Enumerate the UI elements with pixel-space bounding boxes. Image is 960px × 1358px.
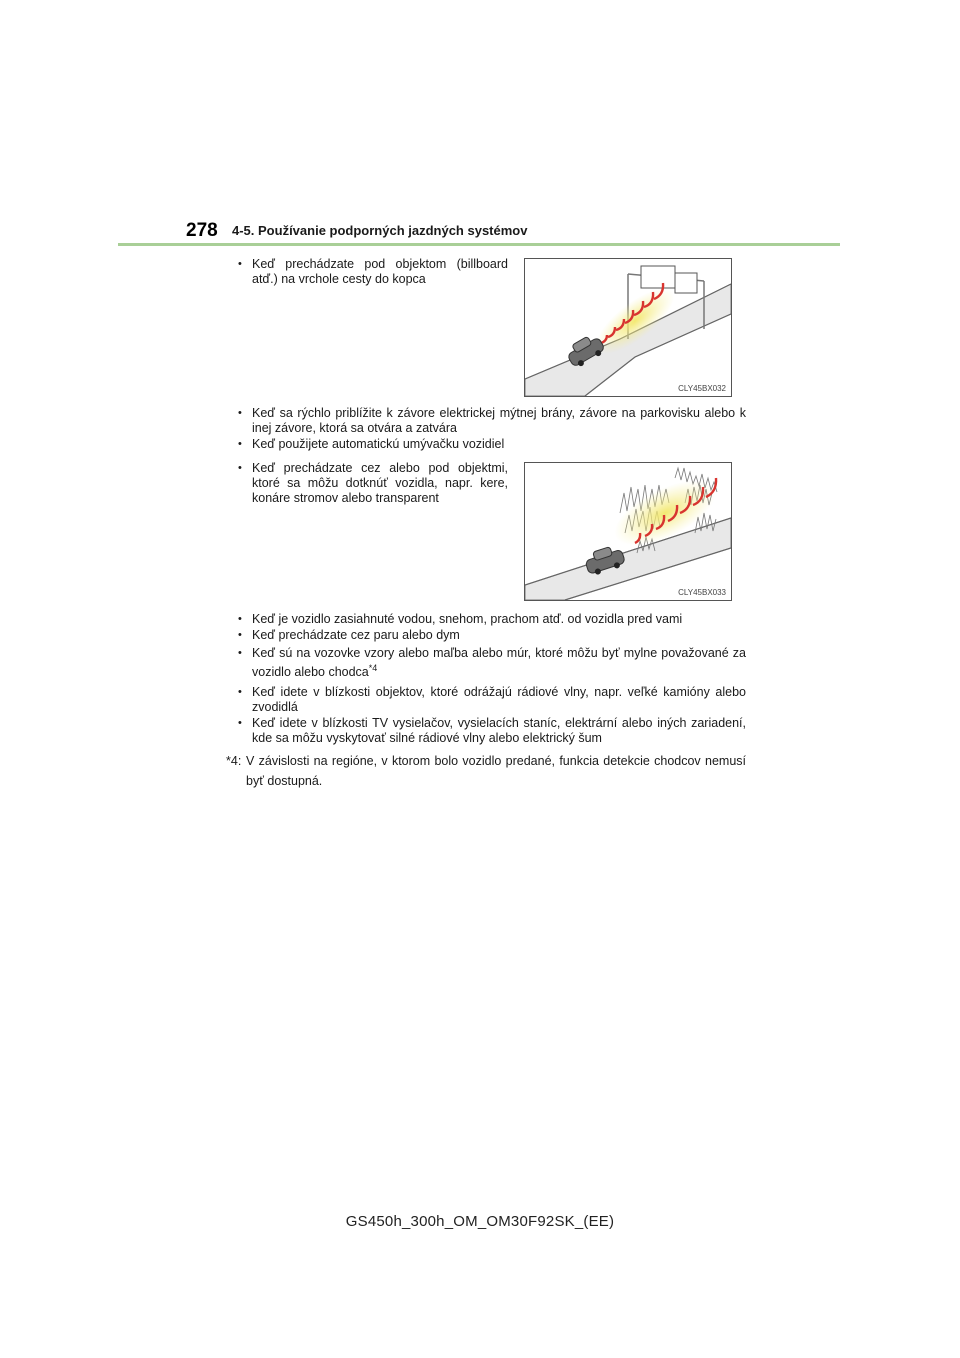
bullet-radio-interference (238, 716, 746, 746)
bullet-water-snow-text: Keď je vozidlo zasiahnuté vodou, snehom, prachom atď. od vozidla pred vami (252, 612, 683, 626)
bullet-bushes-text: Keď prechádzate cez alebo pod objektmi, ktoré sa môžu dotknúť vozidla, napr. kere, konáre stromov alebo transparent (252, 461, 508, 505)
footnote-mark: *4: (226, 754, 242, 768)
bullet-water-snow (238, 612, 746, 627)
bullet-road-patterns (238, 644, 746, 682)
bullet-radio-interference-text: Keď idete v blízkosti TV vysielačov, vysielacích staníc, elektrární alebo iných zariadení, kde sa môžu vyskytovať silné rádiové vlny alebo elektrický šum (252, 716, 746, 745)
bullet-steam-smoke (238, 628, 746, 643)
header-rule (118, 243, 840, 246)
footnote (226, 751, 746, 791)
footnote-ref-4: *4 (368, 662, 378, 673)
figure-bushes-code: CLY45BX033 (678, 588, 726, 597)
billboard-illustration (525, 259, 731, 396)
bullet-steam-smoke-text: Keď prechádzate cez paru alebo dym (252, 628, 460, 642)
bullet-barrier-text: Keď sa rýchlo priblížite k závore elektrickej mýtnej brány, závore na parkovisku alebo k inej závore, ktorá sa otvára a zatvára (252, 406, 746, 435)
section-title: 4-5. Používanie podporných jazdných systémov (232, 223, 528, 238)
bullet-car-wash-text: Keď použijete automatickú umývačku vozidiel (252, 437, 505, 451)
bullet-road-patterns-text: Keď sú na vozovke vzory alebo maľba alebo múr, ktoré môžu byť mylne považované za vozidlo alebo chodca (252, 646, 746, 679)
footnote-text: V závislosti na regióne, v ktorom bolo vozidlo predané, funkcia detekcie chodcov nemusí byť dostupná. (246, 754, 746, 788)
bullet-car-wash (238, 437, 746, 452)
figure-billboard-code: CLY45BX032 (678, 384, 726, 393)
bullet-billboard-text: Keď prechádzate pod objektom (billboard atď.) na vrchole cesty do kopca (252, 257, 508, 286)
bullet-bushes (238, 461, 508, 506)
figure-bushes (524, 462, 732, 601)
figure-billboard (524, 258, 732, 397)
page-number: 278 (186, 220, 218, 241)
bushes-illustration (525, 463, 731, 600)
bullet-reflective-objects (238, 685, 746, 715)
bullet-billboard (238, 257, 508, 287)
bullet-reflective-objects-text: Keď idete v blízkosti objektov, ktoré odrážajú rádiové vlny, napr. veľké kamióny alebo zvodidlá (252, 685, 746, 714)
footer-model-code: GS450h_300h_OM_OM30F92SK_(EE) (345, 1213, 615, 1230)
bullet-barrier (238, 406, 746, 436)
